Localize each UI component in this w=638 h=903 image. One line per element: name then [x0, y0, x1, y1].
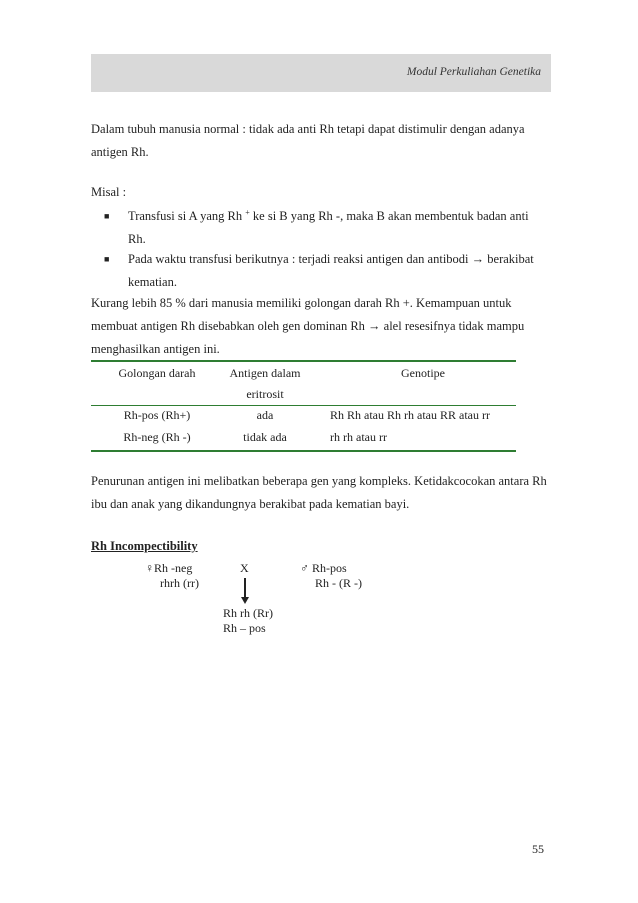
table-cell-r0c0: Rh-pos (Rh+) [123, 408, 191, 422]
bullet-1-line-2: Rh. [128, 232, 146, 246]
bullet-2-line-1: Pada waktu transfusi berikutnya : terjadi reaksi antigen dan antibodi → berakibat [128, 252, 534, 266]
bullet-2-line-2: kematian. [128, 275, 177, 289]
para3-line-1: Penurunan antigen ini melibatkan beberapa gen yang kompleks. Ketidakcocokan antara Rh [91, 474, 547, 488]
header-bar [91, 54, 551, 92]
running-header: Modul Perkuliahan Genetika [406, 66, 541, 78]
table-header-antigen: Antigen dalam [229, 366, 301, 380]
para3-line-2: ibu dan anak yang dikandungnya berakibat pada kematian bayi. [91, 497, 410, 511]
table-header-genotipe: Genotipe [401, 366, 445, 380]
page-number: 55 [532, 842, 544, 856]
male-genotype: Rh - (R -) [315, 576, 362, 590]
example-label: Misal : [91, 185, 127, 199]
table-cell-r1c1: tidak ada [243, 430, 287, 444]
square-bullet-icon: ■ [104, 211, 110, 221]
square-bullet-icon: ■ [104, 254, 110, 264]
table-cell-r0c1: ada [256, 408, 274, 422]
table-cell-r1c0: Rh-neg (Rh -) [123, 430, 191, 444]
table-top-rule [91, 360, 516, 362]
table-cell-r1c2: rh rh atau rr [330, 430, 387, 444]
offspring-phenotype: Rh – pos [223, 621, 266, 635]
table-header-antigen-2: eritrosit [246, 387, 284, 401]
table-bottom-rule [91, 450, 516, 452]
intro-line-1: Dalam tubuh manusia normal : tidak ada anti Rh tetapi dapat distimulir dengan adanya [91, 122, 525, 136]
section-heading: Rh Incompectibility [91, 539, 198, 553]
male-label: ♂ Rh-pos [300, 561, 347, 575]
table-cell-r0c2: Rh Rh atau Rh rh atau RR atau rr [330, 408, 490, 422]
para2-line-2: membuat antigen Rh disebabkan oleh gen dominan Rh → alel resesifnya tidak mampu [91, 319, 525, 333]
intro-line-2: antigen Rh. [91, 145, 149, 159]
table-header-golongan: Golongan darah [118, 366, 196, 380]
female-label: ♀Rh -neg [145, 561, 193, 575]
bullet-1-line-1: Transfusi si A yang Rh + ke si B yang Rh -, maka B akan membentuk badan anti [128, 207, 529, 223]
para2-line-3: menghasilkan antigen ini. [91, 342, 220, 356]
arrow-down-icon [241, 597, 249, 604]
para2-line-1: Kurang lebih 85 % dari manusia memiliki golongan darah Rh +. Kemampuan untuk [91, 296, 512, 310]
cross-symbol: X [240, 561, 249, 575]
female-genotype: rhrh (rr) [160, 576, 199, 590]
offspring-genotype: Rh rh (Rr) [223, 606, 273, 620]
